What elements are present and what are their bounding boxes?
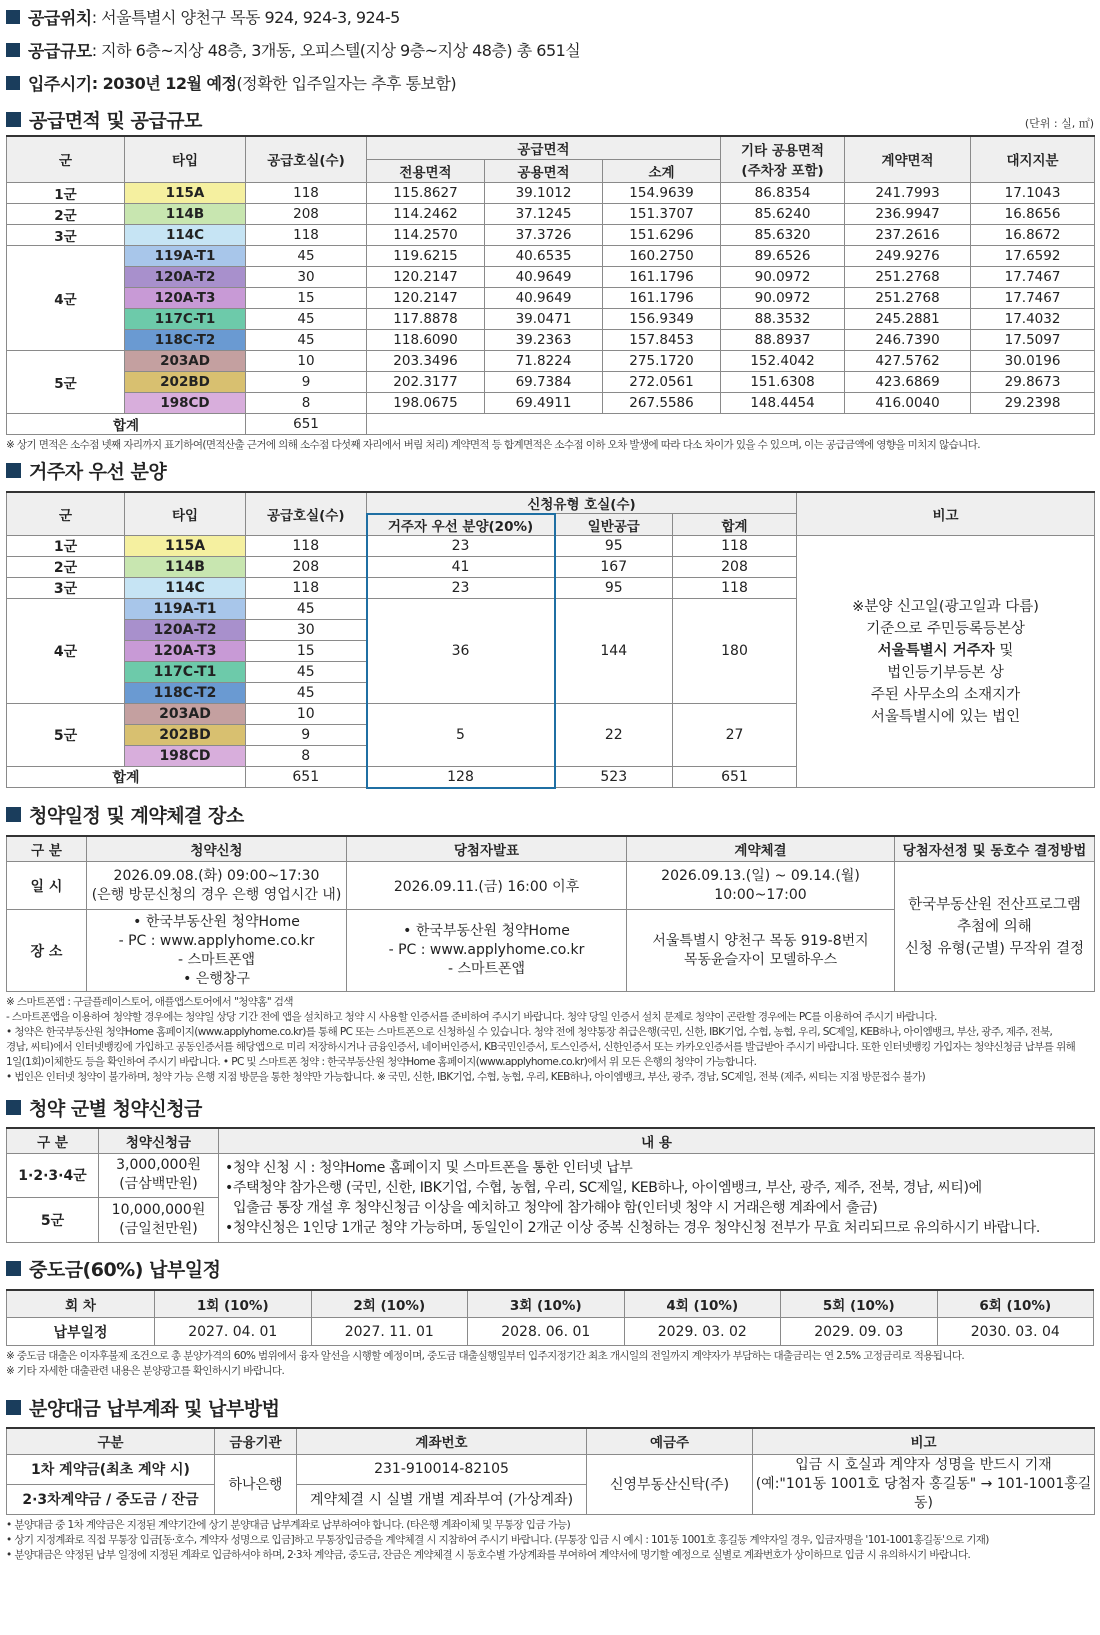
- table-row: 3군 114C 118 114.2570 37.3726 151.6296 85.6320 237.2616 16.8672: [7, 224, 1095, 245]
- header-round: 회 차: [7, 1290, 155, 1318]
- header-common: 공용면적: [485, 159, 603, 182]
- section-title-middle-payment: 중도금(60%) 납부일정: [6, 1255, 1094, 1283]
- header-account-number: 계좌번호: [297, 1428, 587, 1454]
- table-row: 120A-T2 30 120.2147 40.9649 161.1796 90.0972 251.2768 17.7467: [7, 266, 1095, 287]
- table-row: 117C-T1 45 117.8878 39.0471 156.9349 88.3532 245.2881 17.4032: [7, 308, 1095, 329]
- table-row: 198CD 8: [7, 746, 1095, 767]
- header-supply-area: 공급면적: [367, 136, 721, 159]
- area-table: [6, 135, 1095, 435]
- table-row-total: 합계 651: [7, 413, 1095, 434]
- header-group: 군: [7, 492, 125, 536]
- header-round-3: 3회 (10%): [468, 1290, 625, 1318]
- bullet-square-icon: [6, 10, 20, 24]
- table-row: 2·3차계약금 / 중도금 / 잔금 계약체결 시 실별 개별 계좌부여 (가상계좌): [7, 1484, 1095, 1514]
- header-apply: 청약신청: [87, 836, 347, 862]
- header-exclusive: 전용면적: [367, 159, 485, 182]
- account-notes: • 분양대금 중 1차 계약금은 지정된 계약기간에 상기 분양대금 납부계좌로 납부하여야 합니다. (타은행 계좌이체 및 무통장 입금 가능) • 상기 지정계좌로 직접 무통장 입금[동·호수, 계약자 성명으로 입금]하고 무통장입금증을 계약체결 시 지참하여 주시기 바랍니다. (무통장 입금 시 예시 : 101동 1001호 홍길동 계약자일 경우, 입금자명을 '101-1001홍길동'으로 기재) • 분양대금은 약정된 납부 일정에 지정된 계좌로 입금하셔야 하며, 2·3차 계약금, 중도금, 잔금은 계약체결 시 동호수별 가상계좌를 부여하여 계약서에 명기할 예정으로 실별로 계좌번호가 상이하므로 입금 시 유의하시기 바랍니다.: [6, 1518, 989, 1561]
- section-title-area: 공급면적 및 공급규모: [6, 105, 202, 133]
- header-method: 당첨자선정 및 동호수 결정방법: [895, 836, 1095, 862]
- header-remark: 비고: [797, 492, 1095, 536]
- header-type: 타입: [125, 492, 246, 536]
- section-title-priority: 거주자 우선 분양: [6, 457, 1094, 485]
- header-round-6: 6회 (10%): [937, 1290, 1094, 1318]
- header-division: 구 분: [7, 836, 87, 862]
- header-round-5: 5회 (10%): [781, 1290, 938, 1318]
- selection-method: 한국부동산원 전산프로그램 추첨에 의해 신청 유형(군별) 무작위 결정: [895, 862, 1095, 992]
- header-units: 공급호실(수): [246, 136, 367, 182]
- info-location: 공급위치 : 서울특별시 양천구 목동 924, 924-3, 924-5: [6, 0, 1094, 33]
- table-row: 5군 203AD 10 5 22 27: [7, 704, 1095, 725]
- table-row: 118C-T2 45: [7, 683, 1095, 704]
- bullet-square-icon: [6, 112, 21, 127]
- header-sum: 합계: [673, 514, 797, 536]
- bullet-square-icon: [6, 463, 21, 478]
- info-scale: 공급규모 : 지하 6층~지상 48층, 3개동, 오피스텔(지상 9층~지상 48층) 총 651실: [6, 33, 1094, 66]
- priority-remark: ※분양 신고일(광고일과 다름) 기준으로 주민등록등본상 서울특별시 거주자 및 법인등기부등본 상 주된 사무소의 소재지가 서울특별시에 있는 법인: [797, 536, 1095, 788]
- header-amount: 청약신청금: [99, 1128, 219, 1153]
- middle-payment-table: [6, 1289, 1094, 1347]
- section-title-deposit: 청약 군별 청약신청금: [6, 1093, 1094, 1121]
- header-round-2: 2회 (10%): [311, 1290, 468, 1318]
- header-contract: 계약체결: [627, 836, 895, 862]
- header-resident-priority: 거주자 우선 분양(20%): [367, 514, 555, 536]
- table-row: 198CD 8 198.0675 69.4911 267.5586 148.4454 416.0040 29.2398: [7, 392, 1095, 413]
- header-division: 구분: [7, 1428, 215, 1454]
- table-row: 3군 114C 118 23 95 118: [7, 578, 1095, 599]
- table-row-total: 합계 651 128 523 651: [7, 767, 1095, 788]
- table-row: 1군 115A 118 115.8627 39.1012 154.9639 86.8354 241.7993 17.1043: [7, 182, 1095, 203]
- unit-label: (단위 : 실, ㎡): [1024, 117, 1094, 130]
- table-row: 4군 119A-T1 45 36 144 180: [7, 599, 1095, 620]
- table-row: 120A-T3 15: [7, 641, 1095, 662]
- header-apply-type: 신청유형 호실(수): [367, 492, 797, 514]
- header-land-share: 대지지분: [971, 136, 1095, 182]
- header-announce: 당첨자발표: [347, 836, 627, 862]
- table-row: 2군 114B 208 41 167 208: [7, 557, 1095, 578]
- header-type: 타입: [125, 136, 246, 182]
- header-round-4: 4회 (10%): [624, 1290, 781, 1318]
- header-holder: 예금주: [587, 1428, 753, 1454]
- info-move-in: 입주시기 : 2030년 12월 예정 (정확한 입주일자는 추후 통보함): [6, 66, 1094, 99]
- header-subtotal: 소계: [603, 159, 721, 182]
- table-row: 4군 119A-T1 45 119.6215 40.6535 160.2750 89.6526 249.9276 17.6592: [7, 245, 1095, 266]
- table-row: 118C-T2 45 118.6090 39.2363 157.8453 88.8937 246.7390 17.5097: [7, 329, 1095, 350]
- table-row-place: 장 소 • 한국부동산원 청약Home - PC : www.applyhome.co.kr - 스마트폰앱 • 은행창구 • 한국부동산원 청약Home - PC : www.applyhome.co.kr - 스마트폰앱 서울특별시 양천구 목동 919-8번지 목동윤슬자이 모델하우스: [7, 910, 1095, 992]
- header-other-area: 기타 공용면적 (주차장 포함): [721, 136, 845, 182]
- header-general: 일반공급: [555, 514, 673, 536]
- schedule-notes: ※ 스마트폰앱 : 구글플레이스토어, 애플앱스토어에서 "청약홈" 검색 - 스마트폰앱을 이용하여 청약할 경우에는 청약일 상당 기간 전에 앱을 설치하고 청약 시 사용할 인증서를 준비하여 주시기 바랍니다. 청약 당일 인증서 설치 문제로 청약이 곤란할 경우에는 PC를 이용하여 주시기 바랍니다. • 청약은 한국부동산원 청약Home 홈페이지(www.applyhome.co.kr)를 통해 PC 또는 스마트폰으로 신청하실 수 있습니다. 청약 전에 청약통장 취급은행(국민, 신한, IBK기업, 수협, 농협, 우리, SC제일, KEB하나, 아이엠뱅크, 부산, 광주, 제주, 전북, 경남, 씨티)에서 인터넷뱅킹에 가입하고 공동인증서를 해당앱으로 미리 저장하시거나 금융인증서, 네이버인증서, KB국민인증서, 토스인증서, 신한인증서 또는 카카오인증서를 발급받아 주시기 바랍니다. 또한 인터넷뱅킹 가입자는 청약신청금 납부를 위해 1일(1회)이체한도 등을 확인하여 주시기 바랍니다. • PC 및 스마트폰 청약 : 한국부동산원 청약Home 홈페이지(www.applyhome.co.kr)에서 위 모든 은행의 청약이 가능합니다. • 법인은 인터넷 청약이 불가하며, 청약 가능 은행 지점 방문을 통한 청약만 가능합니다. ※ 국민, 신한, IBK기업, 수협, 농협, 우리, KEB하나, 아이엠뱅크, 부산, 광주, 경남, SC제일, 전북 (제주, 씨티는 지점 방문접수 불가): [6, 996, 1076, 1083]
- header-contract-area: 계약면적: [845, 136, 971, 182]
- account-table: [6, 1427, 1095, 1515]
- bullet-square-icon: [6, 43, 20, 57]
- bullet-square-icon: [6, 807, 21, 822]
- table-row: 120A-T3 15 120.2147 40.9649 161.1796 90.0972 251.2768 17.7467: [7, 287, 1095, 308]
- section-title-schedule: 청약일정 및 계약체결 장소: [6, 801, 1094, 829]
- table-row: 202BD 9: [7, 725, 1095, 746]
- schedule-table: [6, 835, 1095, 993]
- bullet-square-icon: [6, 1400, 21, 1415]
- header-content: 내 용: [219, 1128, 1095, 1153]
- table-row: 2군 114B 208 114.2462 37.1245 151.3707 85.6240 236.9947 16.8656: [7, 203, 1095, 224]
- table-row: 1·2·3·4군 3,000,000원 (금삼백만원) •청약 신청 시 : 청약Home 홈페이지 및 스마트폰을 통한 인터넷 납부 •주택청약 참가은행 (국민, 신한, IBK기업, 수협, 농협, 우리, SC제일, KEB하나, 아이엠뱅크, 부산, 광주, 제주, 전북, 경남, 씨티)에 입출금 통장 개설 후 청약신청금 이상을 예치하고 청약에 참가해야 함(인터넷 청약 시 거래은행 계좌에서 출금) •청약신청은 1인당 1개군 청약 가능하며, 동일인이 2개군 이상 중복 신청하는 경우 청약신청 전부가 무효 처리되므로 유의하시기 바랍니다.: [7, 1153, 1095, 1198]
- header-bank: 금융기관: [215, 1428, 297, 1454]
- area-note: ※ 상기 면적은 소수점 넷째 자리까지 표기하여(면적산출 근거에 의해 소수점 다섯째 자리에서 버림 처리) 계약면적 등 합계면적은 소수점 이하 오차 발생에 따라 다소 차이가 있을 수 있으며, 이는 공급금액에 영향을 미치지 않습니다.: [6, 438, 980, 451]
- bullet-square-icon: [6, 76, 20, 90]
- header-round-1: 1회 (10%): [155, 1290, 312, 1318]
- table-row: 120A-T2 30: [7, 620, 1095, 641]
- deposit-content: •청약 신청 시 : 청약Home 홈페이지 및 스마트폰을 통한 인터넷 납부 •주택청약 참가은행 (국민, 신한, IBK기업, 수협, 농협, 우리, SC제일, KEB하나, 아이엠뱅크, 부산, 광주, 제주, 전북, 경남, 씨티)에 입출금 통장 개설 후 청약신청금 이상을 예치하고 청약에 참가해야 함(인터넷 청약 시 거래은행 계좌에서 출금) •청약신청은 1인당 1개군 청약 가능하며, 동일인이 2개군 이상 중복 신청하는 경우 청약신청 전부가 무효 처리되므로 유의하시기 바랍니다.: [219, 1153, 1095, 1242]
- header-units: 공급호실(수): [246, 492, 367, 536]
- table-row: 117C-T1 45: [7, 662, 1095, 683]
- table-row-date: 일 시 2026.09.08.(화) 09:00~17:30 (은행 방문신청의 경우 은행 영업시간 내) 2026.09.11.(금) 16:00 이후 2026.09.13.(일) ~ 09.14.(월) 10:00~17:00 한국부동산원 전산프로그램 추첨에 의해 신청 유형(군별) 무작위 결정: [7, 862, 1095, 910]
- header-remark: 비고: [753, 1428, 1095, 1454]
- middle-notes: ※ 중도금 대출은 이자후불제 조건으로 총 분양가격의 60% 범위에서 융자 알선을 시행할 예정이며, 중도금 대출실행일부터 입주지정기간 최초 개시일의 전일까지 계약자가 부담하는 대출금리는 연 2.5% 고정금리로 적용됩니다. ※ 기타 자세한 대출관련 내용은 분양광고를 확인하시기 바랍니다.: [6, 1350, 965, 1377]
- table-row: 5군 10,000,000원 (금일천만원): [7, 1198, 1095, 1243]
- table-row: 1차 계약금(최초 계약 시) 하나은행 231-910014-82105 신영부동산신탁(주) 입금 시 호실과 계약자 성명을 반드시 기재 (예:"101동 1001호 당첨자 홍길동" → 101-1001홍길동): [7, 1454, 1095, 1484]
- section-title-account: 분양대금 납부계좌 및 납부방법: [6, 1393, 1094, 1421]
- table-row: 1군 115A 118 23 95 118 ※분양 신고일(광고일과 다름) 기준으로 주민등록등본상 서울특별시 거주자 및 법인등기부등본 상 주된 사무소의 소재지가 서울특별시에 있는 법인: [7, 536, 1095, 557]
- bullet-square-icon: [6, 1261, 21, 1276]
- bullet-square-icon: [6, 1100, 21, 1115]
- header-division: 구 분: [7, 1128, 99, 1153]
- table-row: 납부일정 2027. 04. 01 2027. 11. 01 2028. 06. 01 2029. 03. 02 2029. 09. 03 2030. 03. 04: [7, 1318, 1094, 1346]
- deposit-table: [6, 1127, 1095, 1243]
- priority-table: [6, 491, 1095, 789]
- table-row: 202BD 9 202.3177 69.7384 272.0561 151.6308 423.6869 29.8673: [7, 371, 1095, 392]
- table-row: 5군 203AD 10 203.3496 71.8224 275.1720 152.4042 427.5762 30.0196: [7, 350, 1095, 371]
- header-group: 군: [7, 136, 125, 182]
